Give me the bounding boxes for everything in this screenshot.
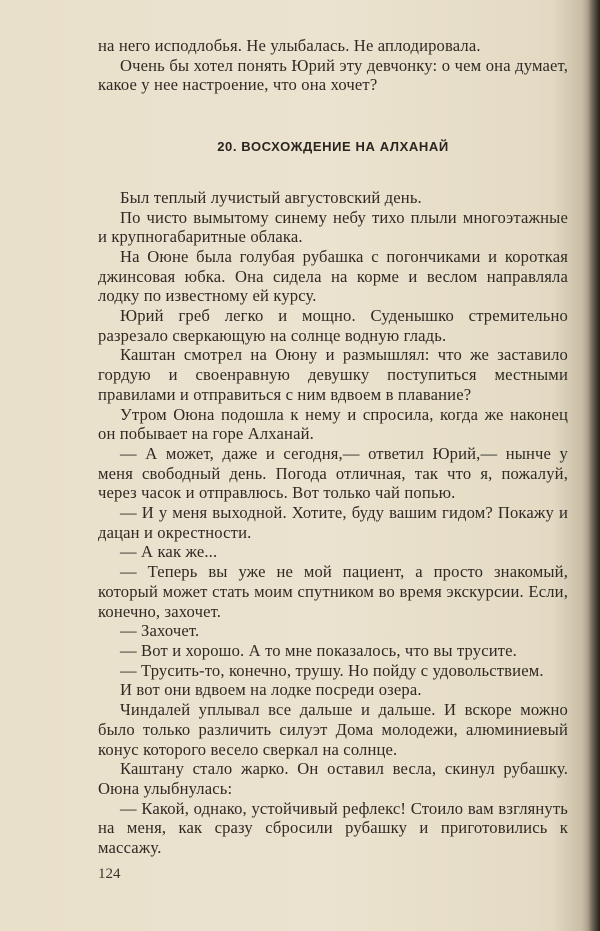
paragraph: на него исподлобья. Не улыбалась. Не аплодировала.: [98, 36, 481, 55]
paragraph: По чисто вымытому синему небу тихо плыли многоэтажные и крупногабаритные облака.: [98, 207, 568, 247]
paragraph: — А как же...: [120, 542, 218, 562]
paragraph: Утром Оюна подошла к нему и спросила, когда же наконец он побывает на горе Алханай.: [98, 404, 568, 444]
chapter-title: 20. ВОСХОЖДЕНИЕ НА АЛХАНАЙ: [217, 139, 449, 155]
paragraph: — Трусить-то, конечно, трушу. Но пойду с удовольствием.: [120, 660, 544, 680]
paragraph: — А может, даже и сегодня,— ответил Юрий,— нынче у меня свободный день. Погода отличная, так что я, пожалуй, через часок и отправлюсь. Вот только чай попью.: [98, 443, 568, 503]
page-text: [98, 36, 568, 858]
paragraph: И вот они вдвоем на лодке посреди озера.: [120, 680, 422, 700]
book-spine-shadow: [588, 0, 600, 931]
paragraph: Очень бы хотел понять Юрий эту девчонку: о чем она думает, какое у нее настроение, что она хочет?: [98, 55, 568, 95]
paragraph: Был теплый лучистый августовский день.: [120, 187, 422, 207]
paragraph: Юрий греб легко и мощно. Суденышко стремительно разрезало сверкающую на солнце водную гладь.: [98, 306, 568, 345]
paragraph: Каштан смотрел на Оюну и размышлял: что же заставило гордую и своенравную девушку поступиться местными правилами и отправиться с ним вдвоем в плавание?: [98, 345, 568, 404]
page-number: 124: [98, 866, 121, 882]
paragraph: — Захочет.: [120, 621, 200, 641]
paragraph: Чиндалей уплывал все дальше и дальше. И вскоре можно было только различить силуэт Дома молодежи, алюминиевый конус которого весело сверкал на солнце.: [98, 700, 568, 759]
paragraph: — Какой, однако, устойчивый рефлекс! Стоило вам взглянуть на меня, как сразу сбросили рубашку и приготовились к массажу.: [98, 798, 568, 858]
paragraph: На Оюне была голубая рубашка с погончиками и короткая джинсовая юбка. Она сидела на корме и веслом направляла лодку по известному ей курсу.: [98, 246, 568, 306]
paragraph: — И у меня выходной. Хотите, буду вашим гидом? Покажу и дацан и окрестности.: [98, 503, 568, 542]
paragraph: — Теперь вы уже не мой пациент, а просто знакомый, который может стать моим спутником во время экскурсии. Если, конечно, захочет.: [98, 562, 568, 621]
paragraph: Каштану стало жарко. Он оставил весла, скинул рубашку. Оюна улыбнулась:: [98, 759, 568, 798]
paragraph: — Вот и хорошо. А то мне показалось, что вы трусите.: [120, 640, 517, 660]
